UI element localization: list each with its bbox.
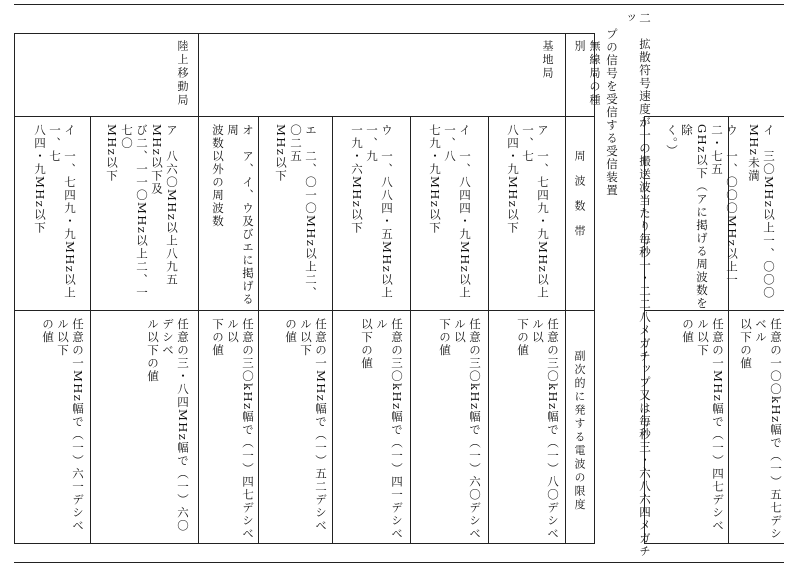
table-outer-bottom <box>14 543 594 544</box>
table-outer-top <box>14 33 594 34</box>
mobile-limit-i: 任意の一MHz幅で（一）六一デシベル以下 の値 <box>41 318 85 533</box>
base-limit-i: 任意の三〇kHz幅で（一）六〇デシベル以 下の値 <box>438 318 482 541</box>
base-freq-a: ア 一、七四九・九MHz以上一、七 八四・九MHz以下 <box>506 124 550 300</box>
right-table-top-line <box>644 116 784 117</box>
base-freq-o: オ ア、イ、ウ及びエに掲げる周 波数以外の周波数 <box>211 124 255 306</box>
base-freq-e: エ 二、〇一〇MHz以上二、〇二五 MHz以下 <box>274 124 318 300</box>
kind-label: 無線局の種別 <box>573 40 601 108</box>
right-table-mid-line <box>644 310 784 311</box>
note-line-1: 二 拡散符号速度が一の搬送波当たり毎秒一・二二八メガチップ又は毎秒三・六八六四メガチッ <box>623 12 652 558</box>
base-freq-i: イ 一、八四四・九MHz以上一、八 七九・九MHz以下 <box>428 124 472 300</box>
bottom-rule <box>14 562 784 563</box>
base-limit-o: 任意の三〇kHz幅で（一）四七デシベル以 下の値 <box>211 318 255 541</box>
base-limit-a: 任意の三〇kHz幅で（一）八〇デシベル以 下の値 <box>516 318 560 541</box>
header-col-divider <box>565 33 566 544</box>
right-limit-u: 任意の一MHz幅で（一）四七デシベル以下 の値 <box>681 318 725 533</box>
col-divider-4 <box>410 116 411 544</box>
col-divider-3 <box>332 116 333 544</box>
top-rule <box>14 4 784 5</box>
mobile-freq-i: イ 一、七四九・九MHz以上一、七 八四・九MHz以下 <box>33 124 77 300</box>
mobile-freq-a: ア 八六〇MHz以上八九五MHz以下及 び二、一一〇MHz以上二、一七〇 MHz以下 <box>105 124 179 300</box>
table-left-edge <box>14 33 15 544</box>
base-limit-u: 任意の三〇kHz幅で（一）四一デシベル 以下の値 <box>360 318 404 541</box>
col-divider-5 <box>488 116 489 544</box>
right-freq-i: イ 三〇MHz以上一、〇〇〇MHz未満 <box>747 124 776 300</box>
right-freq-u: ウ 一、〇〇〇MHz以上一二・七五 GHz以下（アに掲げる周波数を除 く。） <box>665 124 739 310</box>
note-line-2: プの信号を受信する受信装置 <box>605 28 619 197</box>
base-freq-u: ウ 一、八八四・五MHz以上一、九 一九・六MHz以下 <box>350 124 394 300</box>
table-limit-row-top <box>14 310 594 311</box>
mobile-limit-a: 任意の三・八四MHz幅で（一）六〇デシベ ル以下の値 <box>146 318 190 533</box>
limit-label: 副次的に発する電波の限度 <box>573 350 586 512</box>
table-freq-row-top <box>14 116 594 117</box>
col-divider-2 <box>258 116 259 544</box>
land-mobile-label: 陸上移動局 <box>176 40 189 108</box>
group-divider <box>198 33 199 544</box>
col-divider-1 <box>90 116 91 544</box>
right-table-bottom-line <box>644 543 784 544</box>
base-limit-e: 任意の一MHz幅で（一）五二デシベル以下 の値 <box>284 318 328 533</box>
right-limit-i: 任意の一〇〇kHz幅で（一）五七デシベル 以下の値 <box>739 318 783 541</box>
base-station-label: 基地局 <box>541 40 554 81</box>
freq-label: 周波数帯 <box>573 150 586 250</box>
